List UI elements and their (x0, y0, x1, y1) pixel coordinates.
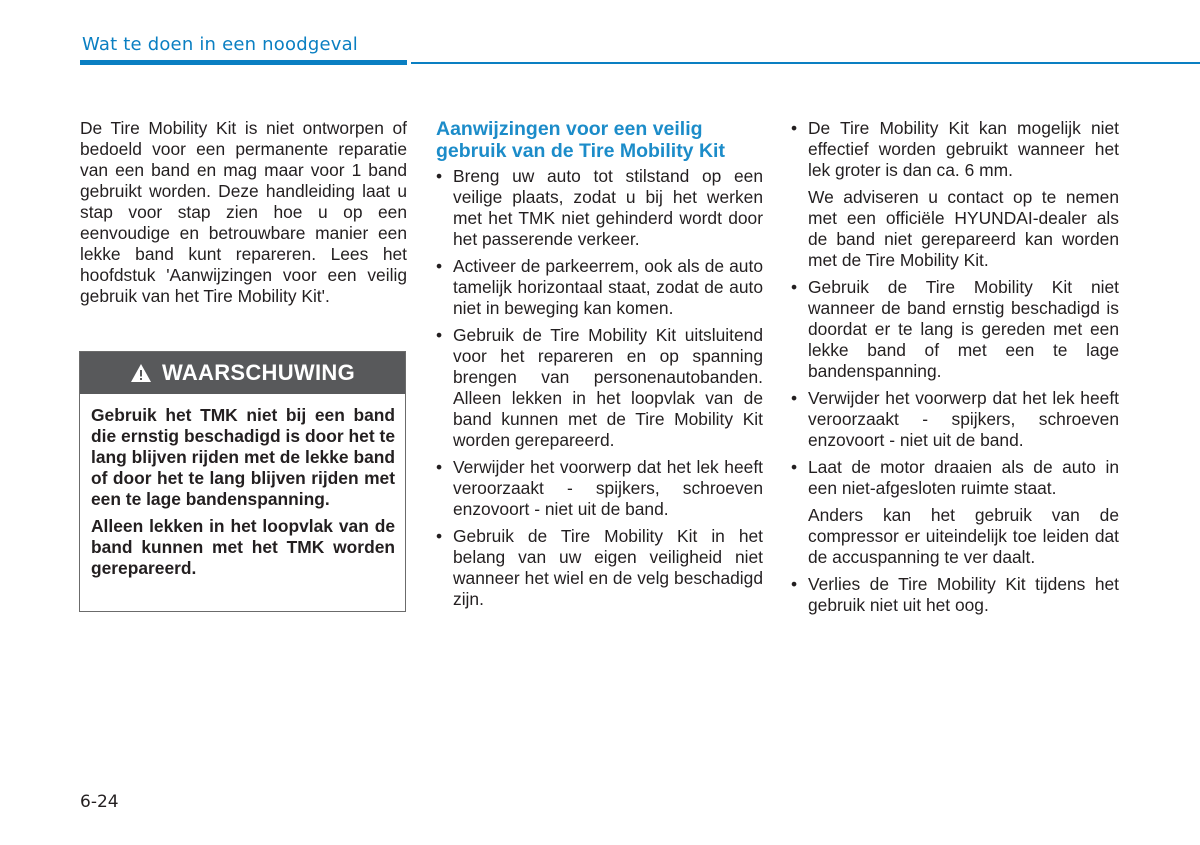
safety-bullet-list-continued (791, 277, 1119, 499)
list-item: • Verwijder het voorwerp dat het lek heeft veroorzaakt - spijkers, schroeven enzovoort - niet uit de band. (436, 457, 763, 520)
list-item-followup: We adviseren u contact op te nemen met een officiële HYUNDAI-dealer als de band niet gerepareerd kan worden met de Tire Mobility Kit. (808, 187, 1119, 270)
warning-body (80, 394, 405, 579)
list-item: • Gebruik de Tire Mobility Kit in het belang van uw eigen veiligheid niet wanneer het wiel en de velg beschadigd zijn. (436, 526, 763, 610)
warning-paragraph: Gebruik het TMK niet bij een band die ernstig beschadigd is door het te lang blijven rijden met de lekke band of door het te lang blijven rijden met een te lage bandenspanning. (91, 405, 395, 509)
warning-paragraph: Alleen lekken in het loopvlak van de band kunnen met het TMK worden gerepareerd. (91, 516, 395, 578)
warning-header (80, 352, 405, 394)
warning-triangle-icon (130, 363, 152, 383)
list-item: • Activeer de parkeerrem, ook als de auto tamelijk horizontaal staat, zodat de auto niet in beweging kan komen. (436, 256, 763, 319)
list-item: • Breng uw auto tot stilstand op een veilige plaats, zodat u bij het werken met het TMK niet gehinderd wordt door het passerende verkeer. (436, 166, 763, 250)
list-item-followup: Anders kan het gebruik van de compressor er uiteindelijk toe leiden dat de accuspanning te ver daalt. (808, 505, 1119, 567)
list-item: • Verwijder het voorwerp dat het lek heeft veroorzaakt - spijkers, schroeven enzovoort - niet uit de band. (791, 388, 1119, 451)
column-left (80, 118, 407, 307)
list-item: • Gebruik de Tire Mobility Kit niet wanneer de band ernstig beschadigd is doordat er te lang is gereden met een lekke band of met een te lage bandenspanning. (791, 277, 1119, 382)
section-heading: Aanwijzingen voor een veilig gebruik van de Tire Mobility Kit (436, 118, 725, 162)
list-item: • Laat de motor draaien als de auto in een niet-afgesloten ruimte staat. (791, 457, 1119, 499)
safety-bullet-list-continued (791, 574, 1119, 616)
section-header-title: Wat te doen in een noodgeval (82, 34, 359, 55)
page-number: 6-24 (80, 792, 119, 812)
column-middle (436, 118, 763, 616)
intro-paragraph: De Tire Mobility Kit is niet ontworpen of bedoeld voor een permanente reparatie van een band en mag maar voor 1 band gebruikt worden. Deze handleiding laat u stap voor stap zien hoe u op een eenvoudige en betrouwbare manier een lekke band kunt repareren. Lees het hoofdstuk 'Aanwijzingen voor een veilig gebruik van het Tire Mobility Kit'. (80, 118, 407, 306)
column-right (791, 118, 1119, 622)
header-rule-thin (411, 62, 1200, 64)
list-item: • Gebruik de Tire Mobility Kit uitsluitend voor het repareren en op spanning brengen van personenautobanden. Alleen lekken in het loopvlak van de band kunnen met de Tire Mobility Kit worden gerepareerd. (436, 325, 763, 451)
warning-title: WAARSCHUWING (161, 360, 356, 385)
list-item: • De Tire Mobility Kit kan mogelijk niet effectief worden gebruikt wanneer het lek groter is dan ca. 6 mm. (791, 118, 1119, 181)
warning-box (79, 351, 406, 612)
safety-bullet-list-continued (791, 118, 1119, 181)
list-item: • Verlies de Tire Mobility Kit tijdens het gebruik niet uit het oog. (791, 574, 1119, 616)
header-rule-thick (80, 60, 407, 65)
safety-bullet-list (436, 166, 763, 610)
